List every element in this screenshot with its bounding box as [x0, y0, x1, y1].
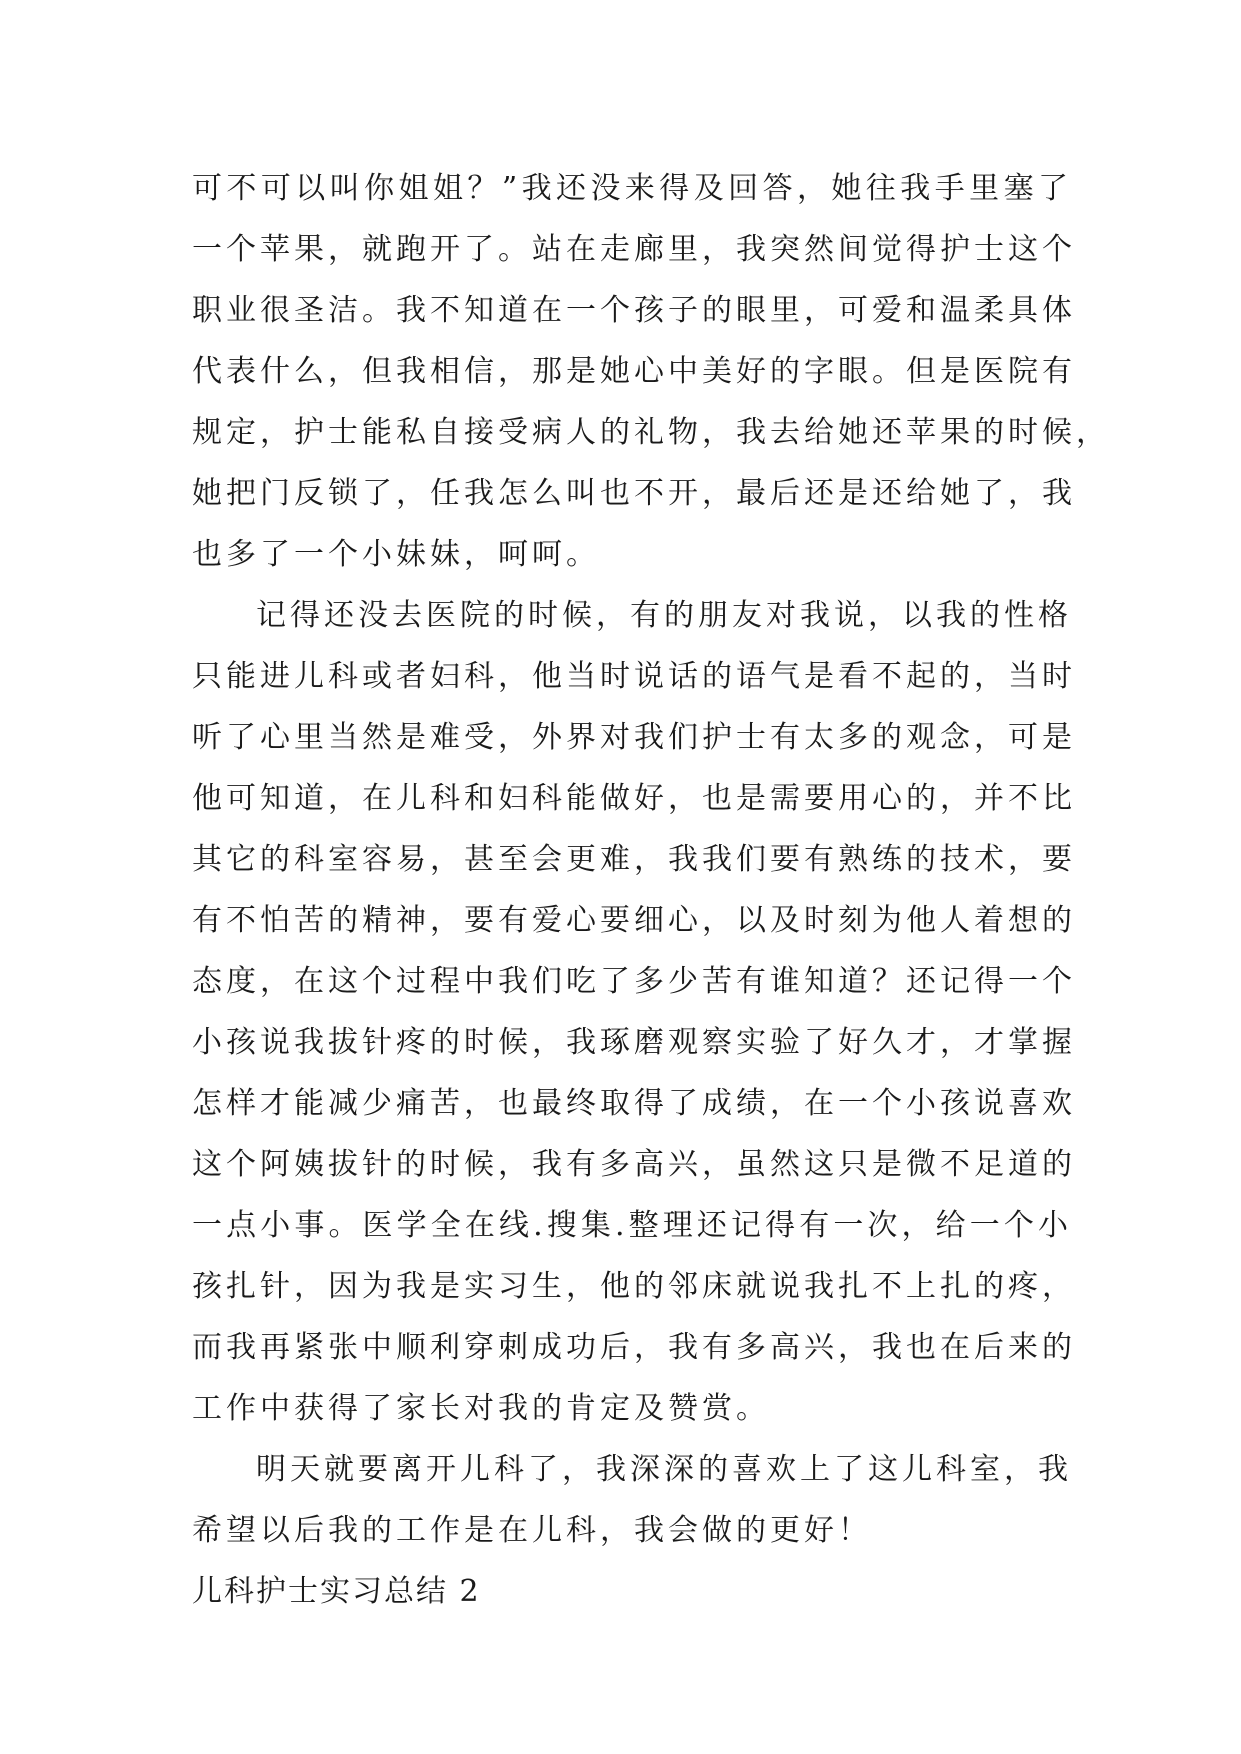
- paragraph-1: [192, 158, 1110, 585]
- text-line: 其它的科室容易，甚至会更难，我我们要有熟练的技术，要: [192, 842, 1076, 877]
- section-heading: 儿科护士实习总结 2: [192, 1574, 481, 1609]
- text-line: 代表什么，但我相信，那是她心中美好的字眼。但是医院有: [192, 354, 1076, 389]
- paragraph-2: [192, 585, 1076, 1439]
- text-line: 小孩说我拔针疼的时候，我琢磨观察实验了好久才，才掌握: [192, 1025, 1076, 1060]
- text-line: 也多了一个小妹妹，呵呵。: [192, 537, 600, 572]
- text-line: 而我再紧张中顺利穿刺成功后，我有多高兴，我也在后来的: [192, 1330, 1076, 1365]
- paragraph-3: [192, 1439, 1072, 1561]
- text-line: 孩扎针，因为我是实习生，他的邻床就说我扎不上扎的疼，: [192, 1269, 1076, 1304]
- text-line: 只能进儿科或者妇科，他当时说话的语气是看不起的，当时: [192, 659, 1076, 694]
- text-line: 怎样才能减少痛苦，也最终取得了成绩，在一个小孩说喜欢: [192, 1086, 1076, 1121]
- text-line: 规定，护士能私自接受病人的礼物，我去给她还苹果的时候，: [192, 415, 1110, 450]
- text-line: 她把门反锁了，任我怎么叫也不开，最后还是还给她了，我: [192, 476, 1076, 511]
- text-line: 态度，在这个过程中我们吃了多少苦有谁知道？还记得一个: [192, 964, 1076, 999]
- text-line: 一个苹果，就跑开了。站在走廊里，我突然间觉得护士这个: [192, 232, 1076, 267]
- text-line: 他可知道，在儿科和妇科能做好，也是需要用心的，并不比: [192, 781, 1076, 816]
- text-line: 有不怕苦的精神，要有爱心要细心，以及时刻为他人着想的: [192, 903, 1076, 938]
- text-line: 明天就要离开儿科了，我深深的喜欢上了这儿科室，我: [256, 1452, 1072, 1487]
- text-line: 这个阿姨拔针的时候，我有多高兴，虽然这只是微不足道的: [192, 1147, 1076, 1182]
- text-line: 职业很圣洁。我不知道在一个孩子的眼里，可爱和温柔具体: [192, 293, 1076, 328]
- text-line: 可不可以叫你姐姐？”我还没来得及回答，她往我手里塞了: [192, 171, 1072, 206]
- text-line: 记得还没去医院的时候，有的朋友对我说，以我的性格: [256, 598, 1072, 633]
- text-line: 希望以后我的工作是在儿科，我会做的更好！: [192, 1513, 872, 1548]
- text-line: 工作中获得了家长对我的肯定及赞赏。: [192, 1391, 770, 1426]
- text-line: 一点小事。医学全在线.搜集.整理还记得有一次，给一个小: [192, 1208, 1072, 1243]
- text-line: 听了心里当然是难受，外界对我们护士有太多的观念，可是: [192, 720, 1076, 755]
- document-body: [192, 158, 1110, 1622]
